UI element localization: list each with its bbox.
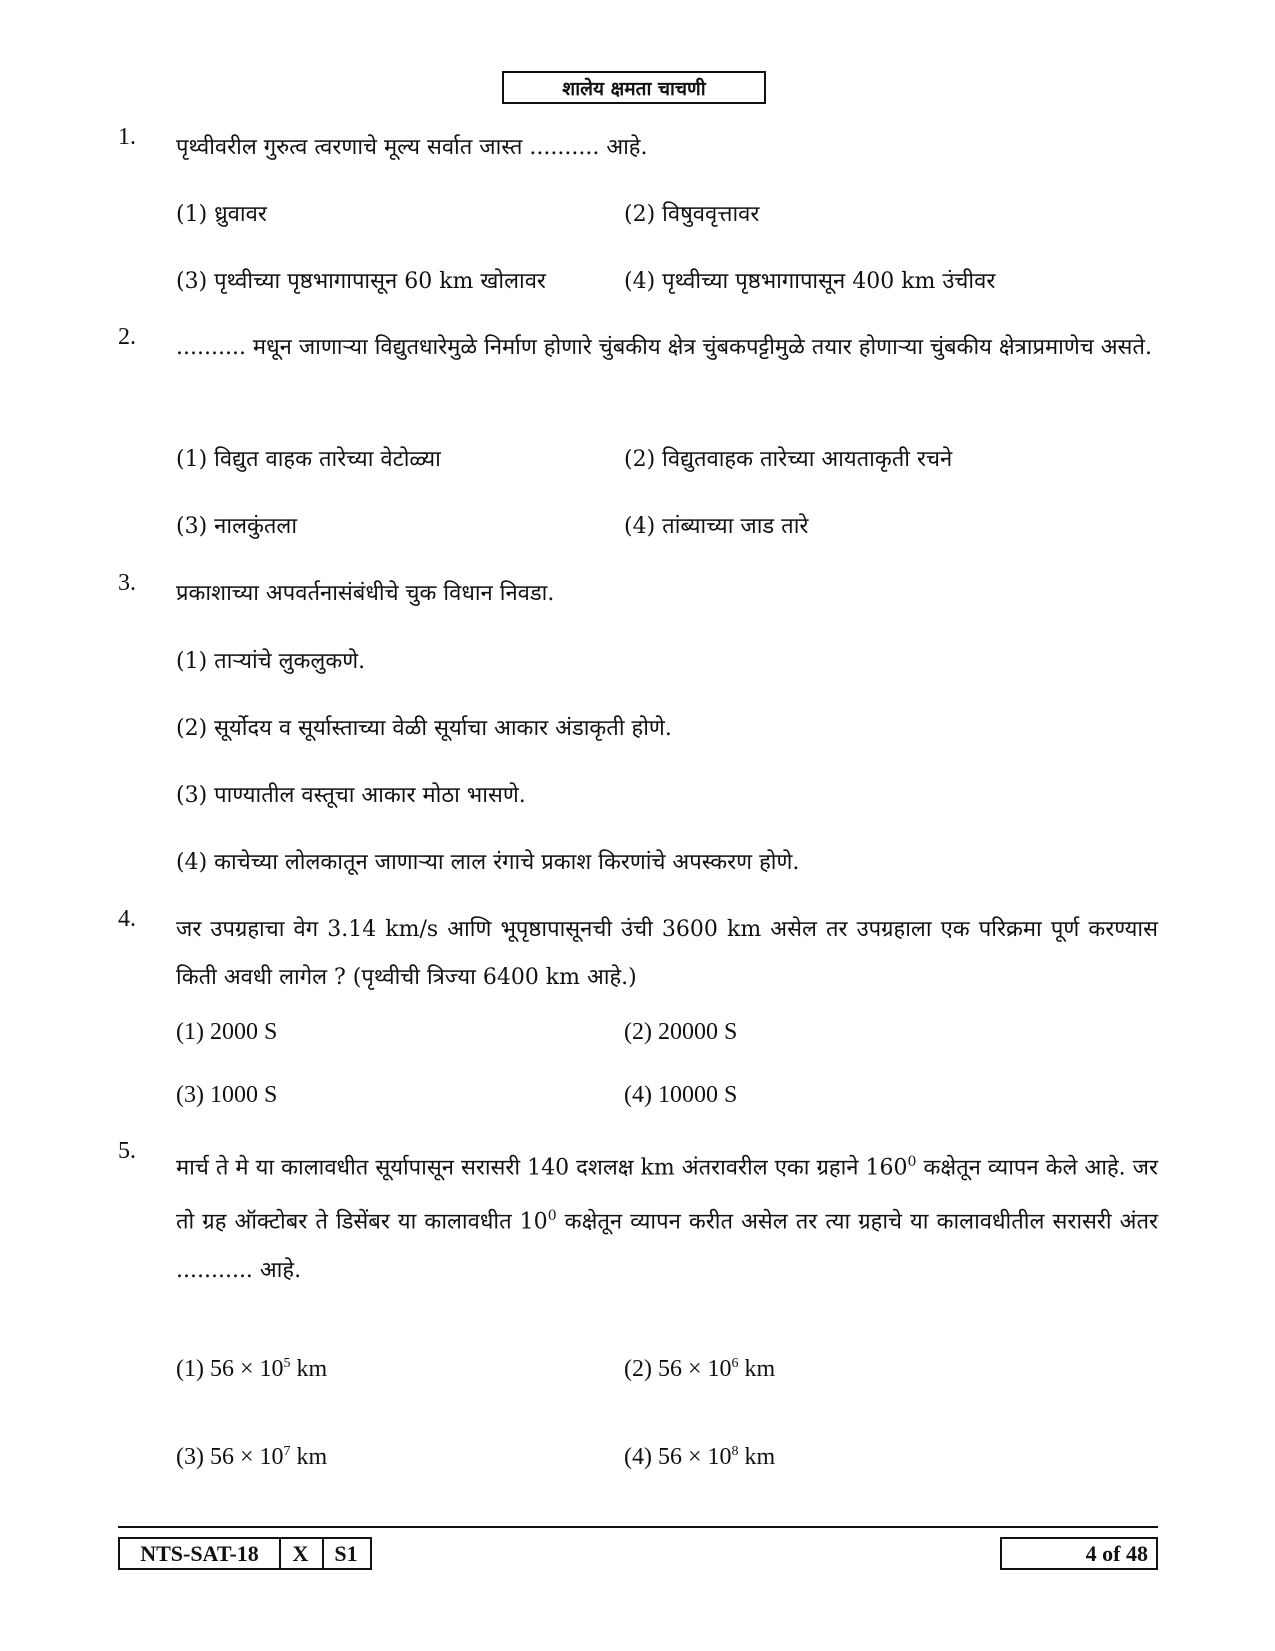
question-number: 5.	[118, 1138, 136, 1164]
question-2	[118, 324, 1158, 372]
question-text: .......... मधून जाणाऱ्या विद्युतधारेमुळे निर्माण होणारे चुंबकीय क्षेत्र चुंबकपट्टीमुळे तयार होणाऱ्या चुंबकीय क्षेत्राप्रमाणेच असते.	[176, 335, 1152, 360]
question-3	[118, 570, 1158, 618]
option-2-1: (1) विद्युत वाहक तारेच्या वेटोळ्या	[176, 447, 441, 472]
option-1-4: (4) पृथ्वीच्या पृष्ठभागापासून 400 km उंचीवर	[624, 269, 996, 294]
question-text: जर उपग्रहाचा वेग 3.14 km/s आणि भूपृष्ठापासूनची उंची 3600 km असेल तर उपग्रहाला एक परिक्रमा पूर्ण करण्यास किती अवधी लागेल ? (पृथ्वीची त्रिज्या 6400 km आहे.)	[176, 917, 1158, 990]
option-3-1: (1) ताऱ्यांचे लुकलुकणे.	[176, 649, 366, 674]
footer-exam-code: NTS-SAT-18	[118, 1537, 281, 1570]
footer-set: S1	[322, 1537, 372, 1570]
option-1-1: (1) ध्रुवावर	[176, 202, 267, 227]
option-1-2: (2) विषुववृत्तावर	[624, 202, 760, 227]
question-number: 2.	[118, 324, 136, 350]
option-1-3: (3) पृथ्वीच्या पृष्ठभागापासून 60 km खोलावर	[176, 269, 546, 294]
option-5-4: (4) $56 \times 10^8$ km	[624, 1444, 776, 1470]
question-text: पृथ्वीवरील गुरुत्व त्वरणाचे मूल्य सर्वात जास्त .......... आहे.	[176, 135, 648, 160]
question-text: मार्च ते मे या कालावधीत सूर्यापासून सरासरी 140 दशलक्ष km अंतरावरील एका ग्रहाने $160^0$ कक्षेतून व्यापन केले आहे. जर तो ग्रह ऑक्टोबर ते डिसेंबर या कालावधीत $10^0$ कक्षेतून व्यापन करीत असेल तर त्या ग्रहाचे या कालावधीतील सरासरी अंतर ........... आहे.	[176, 1154, 1159, 1283]
question-number: 3.	[118, 570, 136, 596]
question-4	[118, 906, 1158, 1002]
footer-class: X	[279, 1537, 324, 1570]
option-5-3: (3) $56 \times 10^7$ km	[176, 1444, 328, 1470]
option-5-2: (2) $56 \times 10^6$ km	[624, 1356, 776, 1382]
option-4-2: (2) 20000 S	[624, 1019, 738, 1045]
question-number: 4.	[118, 906, 136, 932]
question-text: प्रकाशाच्या अपवर्तनासंबंधीचे चुक विधान निवडा.	[176, 581, 555, 606]
option-3-2: (2) सूर्योदय व सूर्यास्ताच्या वेळी सूर्याचा आकार अंडाकृती होणे.	[176, 716, 672, 741]
option-4-1: (1) 2000 S	[176, 1019, 278, 1045]
question-5	[118, 1138, 1158, 1295]
question-1	[118, 124, 1158, 172]
option-5-1: (1) $56 \times 10^5$ km	[176, 1356, 328, 1382]
option-4-3: (3) 1000 S	[176, 1082, 278, 1108]
option-3-3: (3) पाण्यातील वस्तूचा आकार मोठा भासणे.	[176, 783, 526, 808]
option-2-2: (2) विद्युतवाहक तारेच्या आयताकृती रचने	[624, 447, 953, 472]
footer-divider	[118, 1526, 1158, 1528]
option-4-4: (4) 10000 S	[624, 1082, 738, 1108]
option-3-4: (4) काचेच्या लोलकातून जाणाऱ्या लाल रंगाचे प्रकाश किरणांचे अपस्करण होणे.	[176, 850, 800, 875]
footer-page-number: 4 of 48	[1000, 1537, 1158, 1570]
option-2-4: (4) तांब्याच्या जाड तारे	[624, 514, 809, 539]
option-2-3: (3) नालकुंतला	[176, 514, 298, 539]
page-title: शालेय क्षमता चाचणी	[502, 71, 766, 104]
question-number: 1.	[118, 124, 136, 150]
